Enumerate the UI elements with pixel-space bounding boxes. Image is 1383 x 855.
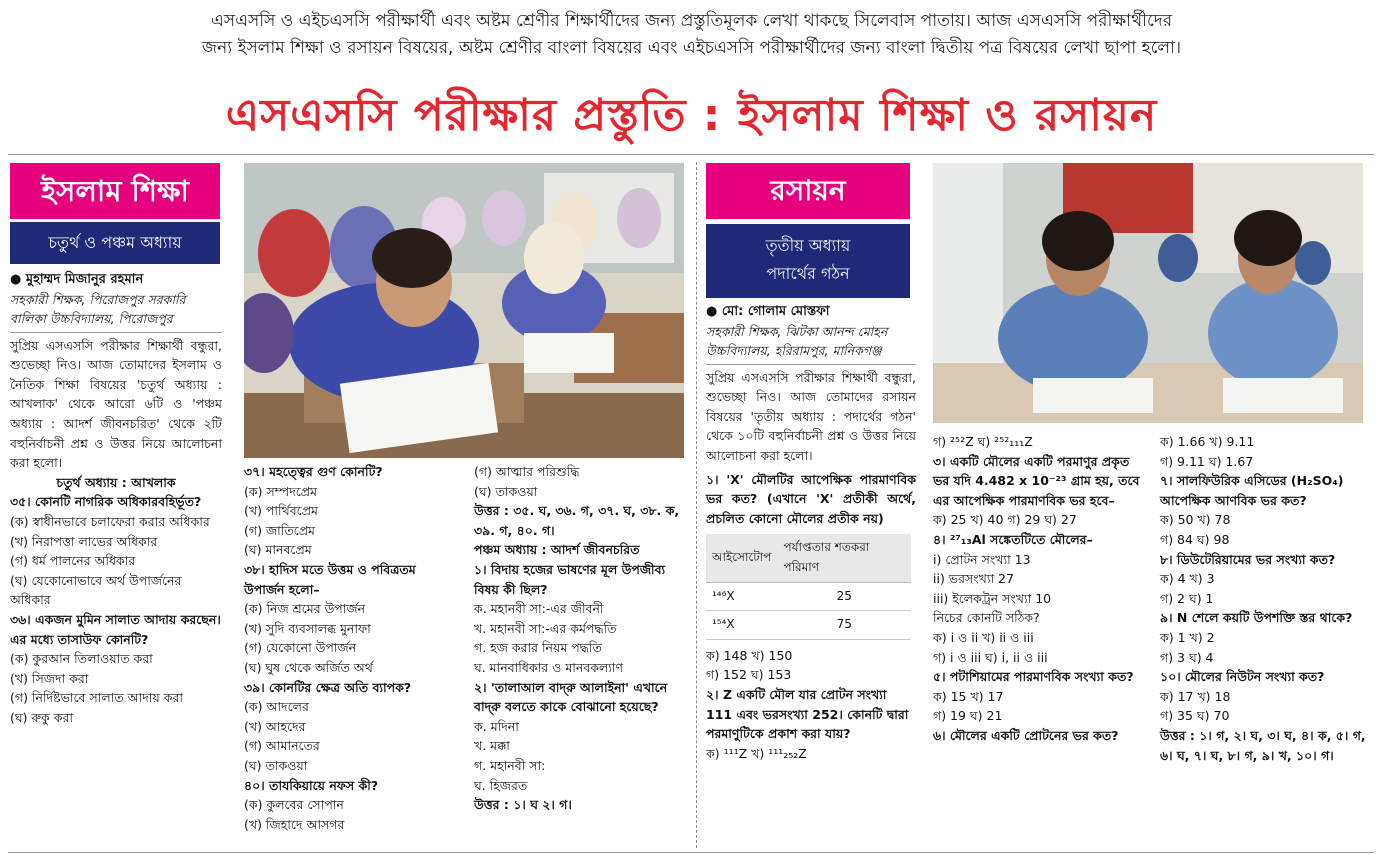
question-line: ৯। N শেলে কয়টি উপশক্তি স্তর থাকে? (1160, 610, 1353, 626)
question-line: (ক) আদলের (244, 699, 309, 715)
exam-photo-left-image (244, 163, 684, 458)
question-line: উত্তর : ১। ঘ ২। গ। (474, 797, 572, 813)
top-divider (8, 154, 1374, 155)
islam-column-3 (474, 462, 686, 815)
chem-subtitle-bar (706, 224, 910, 298)
islam-designation: সহকারী শিক্ষক, পিরোজপুর সরকারি বালিকা উচ্চবিদ্যালয়, পিরোজপুর (10, 291, 186, 326)
exam-photo-left (244, 163, 684, 458)
question-line: ক) 25 খ) 40 গ) 29 ঘ) 27 (933, 512, 1077, 528)
question-line: iii) ইলেকট্রন সংখ্যা 10 (933, 590, 1052, 606)
question-line: (ক) স্বাধীনভাবে চলাফেরা করার অধিকার (10, 513, 210, 529)
question-line: (খ) পার্থিবপ্রেম (244, 503, 318, 519)
question-line: i) প্রোটন সংখ্যা 13 (933, 551, 1031, 567)
question-line: গ) 84 ঘ) 98 (1160, 531, 1230, 547)
question-line: উত্তর : ১। গ, ২। ঘ, ৩। ঘ, ৪। ক, ৫। গ, ৬। ঘ, ৭। ঘ, ৮। গ, ৯। খ, ১০। গ। (1160, 727, 1366, 763)
question-line: ৬। মৌলের একটি প্রোটনের ভর কত? (933, 727, 1119, 743)
question-line: ক) 17 খ) 18 (1160, 688, 1231, 704)
islam-column-2 (244, 462, 459, 834)
chem-designation: সহকারী শিক্ষক, ঝিটকা আনন্দ মোহন উচ্চবিদ্যালয়, হরিরামপুর, মানিকগঞ্জ (706, 323, 888, 358)
chem-col1-questions (706, 646, 916, 764)
question-line: ৩৬। একজন মুমিন সালাত আদায় করছেন। এর মধ্যে তাসাউফ কোনটি? (10, 611, 221, 647)
question-line: (ক) সম্পদপ্রেম (244, 483, 318, 499)
question-line: গ. মহানবী সা: (474, 757, 546, 773)
question-line: ক) 50 খ) 78 (1160, 512, 1231, 528)
islam-intro: সুপ্রিয় এসএসসি পরীক্ষার শিক্ষার্থী বন্ধুরা, শুভেচ্ছা নিও। আজ তোমাদের ইসলাম ও নৈতিক শিক্ষা বিষয়ের 'চতুর্থ অধ্যায় : আখলাক' থেকে আরো ৬টি ও 'পঞ্চম অধ্যায় : আদর্শ জীবনচরিত' থেকে ২টি বহুনির্বাচনী প্রশ্ন ও উত্তর নিয়ে আলোচনা করা হলো। (10, 337, 222, 471)
question-line: গ) 2 ঘ) 1 (1160, 590, 1214, 606)
question-line: (ঘ) তাকওয়া (244, 757, 308, 773)
section-separator (696, 162, 697, 848)
islam-author-divider (10, 332, 222, 333)
headline: এসএসসি পরীক্ষার প্রস্তুতি : ইসলাম শিক্ষা ও রসায়ন (225, 90, 1158, 141)
question-line: ৭। সালফিউরিক এসিডের (H₂SO₄) আপেক্ষিক আণবিক ভর কত? (1160, 473, 1344, 508)
question-line: ৩৭। মহত্ত্বের গুণ কোনটি? (244, 464, 383, 479)
chem-col2-questions (933, 432, 1143, 746)
question-line: (ঘ) ঘুষ থেকে অর্জিত অর্থ (244, 659, 373, 675)
question-line: (ঘ) তাকওয়া (474, 483, 538, 499)
intro-line-2: জন্য ইসলাম শিক্ষা ও রসায়ন বিষয়ের, অষ্টম শ্রেণীর বাংলা বিষয়ের এবং এইচএসসি পরীক্ষার্থীদের জন্য বাংলা দ্বিতীয় পত্র বিষয়ের লেখা ছাপা হলো। (201, 38, 1182, 58)
question-line: (গ) আত্মার পরিশুদ্ধি (474, 464, 580, 479)
chem-intro: সুপ্রিয় এসএসসি পরীক্ষার শিক্ষার্থী বন্ধুরা, শুভেচ্ছা নিও। আজ তোমাদের রসায়ন বিষয়ের 'তৃতীয় অধ্যায় : পদার্থের গঠন' থেকে ১০টি বহুনির্বাচনী প্রশ্ন ও উত্তর নিয়ে আলোচনা করা হলো। (706, 369, 916, 463)
question-line: খ. মহানবী সা:-এর কর্মপদ্ধতি (474, 620, 617, 636)
question-line: গ) 19 ঘ) 21 (933, 708, 1003, 724)
chem-q1: ১। 'X' মৌলটির আপেক্ষিক পারমাণবিক ভর কত? (এখানে 'X' প্রতীকী অর্থে, প্রচলিত কোনো মৌলের প্রতীক নয়) (706, 471, 916, 526)
question-line: (খ) সুদি ব্যবসালব্ধ মুনাফা (244, 620, 371, 636)
question-line: নিচের কোনটি সঠিক? (933, 610, 1040, 626)
question-line: ক. মদিনা (474, 718, 519, 734)
intro-line-1: এসএসসি ও এইচএসসি পরীক্ষার্থী এবং অষ্টম শ্রেণীর শিক্ষার্থীদের জন্য প্রস্তুতিমূলক লেখা থাকছে সিলেবাস পাতায়। আজ এসএসসি পরীক্ষার্থীদের (210, 11, 1173, 31)
question-line: ক) i ও ii খ) ii ও iii (933, 629, 1034, 645)
question-line: (খ) আহদের (244, 718, 306, 734)
question-line: ক) 4 খ) 3 (1160, 571, 1215, 587)
abundance-cell: 25 (777, 582, 911, 611)
question-line: (গ) যেকোনো উপার্জন (244, 640, 357, 656)
chem-author-divider (706, 364, 916, 365)
islam-subtitle-bar (10, 222, 220, 264)
question-line: ক) 1 খ) 2 (1160, 629, 1215, 645)
question-line: ৩৮। হাদিস মতে উত্তম ও পবিত্রতম উপার্জন হলো– (244, 561, 416, 597)
bottom-divider (8, 852, 1374, 853)
question-line: (ক) নিজ শ্রমের উপার্জন (244, 601, 366, 617)
islam-col2-questions (244, 462, 459, 834)
islam-column-1 (10, 270, 222, 727)
chem-title: রসায়ন (770, 174, 846, 207)
question-line: (ঘ) রুকু করা (10, 709, 74, 725)
question-line: (গ) ধর্ম পালনের অধিকার (10, 553, 136, 569)
chem-column-2 (933, 432, 1143, 746)
abundance-cell: 75 (777, 611, 911, 640)
question-line: (ঘ) যেকোনোভাবে অর্থ উপার্জনের অধিকার (10, 572, 182, 608)
question-line: ৫। পটাশিয়ামের পারমাণবিক সংখ্যা কত? (933, 669, 1134, 685)
question-line: ঘ. হিজরত (474, 777, 528, 793)
question-line: ক. মহানবী সা:-এর জীবনী (474, 601, 604, 617)
question-line: গ) 35 ঘ) 70 (1160, 708, 1230, 724)
islam-title-bar (10, 163, 220, 219)
isotope-table-header-2: পর্যাপ্ততার শতকরা পরিমাণ (777, 534, 911, 582)
exam-photo-right-image (933, 163, 1363, 423)
chem-column-3 (1160, 432, 1370, 765)
islam-title: ইসলাম শিক্ষা (41, 174, 189, 208)
table-row (706, 611, 911, 640)
question-line: খ. মক্কা (474, 738, 510, 754)
question-line: ২। 'তালাআল বাদ্‌রু আলাইনা' এখানে বাদ্‌রু বলতে কাকে বোঝানো হয়েছে? (474, 679, 668, 715)
chem-subtitle-1: তৃতীয় অধ্যায় (765, 236, 851, 255)
islam-col3-questions (474, 462, 686, 815)
chem-col3-questions (1160, 432, 1370, 765)
question-line: ৮। ডিউটেরিয়ামের ভর সংখ্যা কত? (1160, 551, 1336, 567)
question-line: ২। Z একটি মৌল যার প্রোটন সংখ্যা 111 এবং ভরসংখ্যা 252। কোনটি দ্বারা পরমাণুটিকে প্রকাশ করা যায়? (706, 686, 909, 742)
question-line: ১০। মৌলের নিউটন সংখ্যা কত? (1160, 669, 1325, 685)
isotope-cell: ¹⁵⁴X (706, 611, 777, 640)
question-line: (ক) কুলবের সোপান (244, 797, 344, 813)
question-line: ক) 1.66 খ) 9.11 (1160, 434, 1255, 449)
question-line: গ) 152 ঘ) 153 (706, 667, 792, 683)
isotope-table-header-1: আইসোটোপ (706, 534, 777, 582)
question-line: (ঘ) মানবপ্রেম (244, 542, 312, 558)
islam-col1-questions (10, 492, 222, 727)
question-line: ক) 15 খ) 17 (933, 688, 1004, 704)
chem-title-bar (706, 163, 910, 219)
question-line: (গ) জাতিপ্রেম (244, 522, 315, 538)
question-line: গ) i ও iii ঘ) i, ii ও iii (933, 649, 1048, 665)
chem-subtitle-2: পদার্থের গঠন (766, 264, 850, 283)
chem-column-1 (706, 302, 916, 763)
question-line: ১। বিদায় হজের ভাষণের মূল উপজীব্য বিষয় কী ছিল? (474, 561, 666, 597)
islam-chapter4-heading: চতুর্থ অধ্যায় : আখলাক (56, 474, 176, 490)
question-line: ক) 148 খ) 150 (706, 647, 793, 663)
question-line: (খ) নিরাপত্তা লাভের অধিকার (10, 533, 158, 549)
question-line: (গ) নির্দিষ্টভাবে সালাত আদায় করা (10, 690, 184, 706)
question-line: ৩৯। কোনটির ক্ষেত্র অতি ব্যাপক? (244, 679, 412, 695)
question-line: (গ) আমানতের (244, 738, 320, 754)
isotope-table (706, 534, 911, 639)
question-line: ঘ. মানবাধিকার ও মানবকল্যাণ (474, 659, 624, 675)
isotope-cell: ¹⁴⁶X (706, 582, 777, 611)
islam-subtitle: চতুর্থ ও পঞ্চম অধ্যায় (48, 233, 182, 252)
islam-author: ● মুহাম্মদ মিজানুর রহমান (10, 272, 144, 287)
question-line: ৪। ²⁷₁₃Al সঙ্কেতটিতে মৌলের– (933, 531, 1093, 547)
question-line: উত্তর : ৩৫. ঘ, ৩৬. গ, ৩৭. ঘ, ৩৮. ক, ৩৯. গ, ৪০. গ। (474, 503, 680, 538)
question-line: গ) ²⁵²Z ঘ) ²⁵²₁₁₁Z (933, 434, 1033, 449)
question-line: ৩। একটি মৌলের একটি পরমাণুর প্রকৃত ভর যদি 4.482 x 10⁻²³ গ্রাম হয়, তবে এর আপেক্ষিক পারমাণবিক ভর হবে– (933, 453, 1140, 508)
table-row (706, 582, 911, 611)
question-line: (ক) কুরআন তিলাওয়াত করা (10, 651, 153, 667)
question-line: গ) 3 ঘ) 4 (1160, 649, 1214, 665)
chem-author: ● মো: গোলাম মোস্তফা (706, 304, 830, 319)
intro-text (0, 8, 1383, 62)
question-line: (খ) সিজদা করা (10, 670, 89, 686)
question-line: (খ) জিহাদে আসগর (244, 816, 345, 832)
question-line: পঞ্চম অধ্যায় : আদর্শ জীবনচরিত (474, 542, 640, 558)
question-line: গ. হজ করার নিয়ম পদ্ধতি (474, 640, 602, 656)
question-line: ৪০। তাযকিয়ায়ে নফস কী? (244, 777, 379, 793)
question-line: ক) ¹¹¹Z খ) ¹¹¹₂₅₂Z (706, 745, 807, 761)
question-line: ৩৫। কোনটি নাগরিক অধিকারবহির্ভূত? (10, 494, 202, 510)
question-line: ii) ভরসংখ্যা 27 (933, 571, 1014, 587)
question-line: গ) 9.11 ঘ) 1.67 (1160, 453, 1254, 469)
exam-photo-right (933, 163, 1363, 423)
